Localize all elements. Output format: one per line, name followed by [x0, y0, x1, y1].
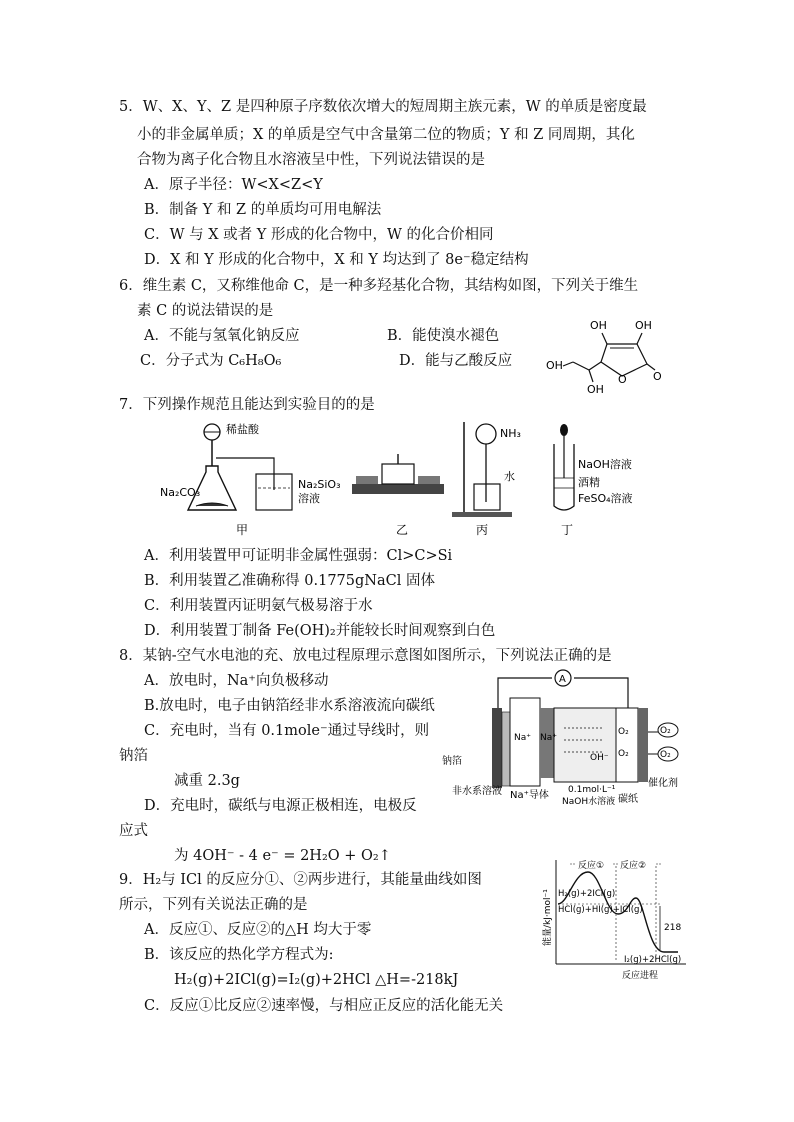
state-2-label: HCl(g)+HI(g)+ICl(g) — [558, 905, 643, 915]
q5-line2: 小的非金属单质；X 的单质是空气中含量第二位的物质；Y 和 Z 同周期，其化 — [137, 127, 635, 143]
q7-stem: 7．下列操作规范且能达到实验目的的是 — [119, 397, 375, 413]
q8-option-c-line3: 减重 2.3g — [174, 773, 240, 789]
o2-outer-1: O₂ — [660, 726, 671, 736]
q6-line2: 素 C 的说法错误的是 — [137, 303, 274, 319]
solution-label: 溶液 — [298, 492, 320, 505]
energy-xlabel: 反应进程 — [622, 971, 659, 981]
catalyst-label: 催化剂 — [648, 778, 678, 789]
naoh-label: NaOH溶液 — [578, 458, 632, 471]
vc-oh-4: OH — [546, 359, 563, 372]
q7-option-b: B．利用装置乙准确称得 0.1775gNaCl 固体 — [144, 573, 435, 589]
o2-inner-1: O₂ — [618, 727, 629, 737]
foil-label: 钠箔 — [442, 756, 462, 767]
q9-option-c: C．反应①比反应②速率慢，与相应正反应的活化能无关 — [144, 998, 504, 1014]
oh-minus-label: OH⁻ — [590, 753, 609, 763]
apparatus-yi — [352, 454, 444, 537]
vc-oh-3: OH — [587, 383, 604, 396]
nonaq-label: 非水系溶液 — [452, 786, 502, 797]
q7-apparatus-figure — [156, 418, 636, 540]
q8-option-a: A．放电时，Na⁺向负极移动 — [144, 673, 329, 689]
q8-stem: 8．某钠-空气水电池的充、放电过程原理示意图如图所示，下列说法正确的是 — [119, 648, 612, 664]
apparatus-jia — [160, 422, 341, 537]
q8-option-d-line1: D．充电时，碳纸与电源正极相连，电极反 — [144, 798, 417, 814]
q5-line1: 5．W、X、Y、Z 是四种原子序数依次增大的短周期主族元素，W 的单质是密度最 — [119, 99, 647, 115]
label-bing: 丙 — [476, 523, 489, 537]
q6-option-d: D．能与乙酸反应 — [399, 353, 513, 369]
na2co3-label: Na₂CO₃ — [160, 486, 201, 499]
carbon-paper-label: 碳纸 — [618, 794, 638, 805]
label-ding: 丁 — [561, 523, 574, 537]
q7-option-d: D．利用装置丁制备 Fe(OH)₂并能较长时间观察到白色 — [144, 623, 496, 639]
nh3-label: NH₃ — [500, 427, 521, 440]
vc-oh-1: OH — [590, 319, 607, 332]
q8-option-c-line1: C．充电时，当有 0.1mole⁻通过导线时，则 — [144, 723, 430, 739]
reaction-2-label: 反应② — [620, 861, 647, 871]
feso4-label: FeSO₄溶液 — [578, 492, 633, 505]
energy-diagram — [538, 852, 688, 982]
q9-line2: 所示，下列有关说法正确的是 — [119, 897, 308, 913]
alcohol-label: 酒精 — [578, 476, 600, 489]
na2sio3-label: Na₂SiO₃ — [298, 478, 341, 491]
q8-option-b: B.放电时，电子由钠箔经非水系溶液流向碳纸 — [144, 698, 435, 714]
q9-option-b-line1: B．该反应的热化学方程式为: — [144, 947, 334, 963]
o2-inner-2: O₂ — [618, 749, 629, 759]
q6-option-c: C．分子式为 C₆H₈O₆ — [140, 353, 282, 369]
label-jia: 甲 — [236, 523, 249, 537]
apparatus-bing — [452, 422, 521, 537]
q9-option-a: A．反应①、反应②的△H 均大于零 — [144, 922, 372, 938]
q6-line1: 6．维生素 C，又称维他命 C，是一种多羟基化合物，其结构如图，下列关于维生 — [119, 278, 639, 294]
vc-oh-2: OH — [635, 319, 652, 332]
q5-option-b: B．制备 Y 和 Z 的单质均可用电解法 — [144, 202, 382, 218]
apparatus-ding — [554, 424, 633, 537]
q5-option-d: D．X 和 Y 形成的化合物中，X 和 Y 均达到了 8e⁻稳定结构 — [144, 252, 529, 268]
vitamin-c-structure — [545, 312, 675, 397]
reaction-1-label: 反应① — [578, 861, 605, 871]
na-plus-left: Na⁺ — [514, 733, 531, 743]
label-yi: 乙 — [396, 523, 409, 537]
na-plus-right: Na⁺ — [540, 733, 557, 743]
q8-option-c-line2: 钠箔 — [119, 748, 148, 764]
naoh-aq-label: NaOH水溶液 — [562, 797, 616, 807]
conductor-label: Na⁺导体 — [510, 790, 549, 801]
q5-line3: 合物为离子化合物且水溶液呈中性，下列说法错误的是 — [137, 152, 485, 168]
battery-diagram — [440, 668, 690, 818]
water-label: 水 — [504, 470, 515, 483]
energy-ylabel: 能量/kJ·mol⁻¹ — [543, 889, 553, 946]
q8-option-d-line3: 为 4OH⁻ - 4 e⁻ = 2H₂O + O₂↑ — [174, 848, 391, 864]
vc-ring-o: O — [618, 373, 627, 386]
naoh-conc-label: 0.1mol·L⁻¹ — [568, 785, 616, 795]
acid-label: 稀盐酸 — [226, 423, 259, 436]
q5-option-a: A．原子半径：W<X<Z<Y — [144, 177, 323, 193]
q6-option-b: B．能使溴水褪色 — [387, 328, 500, 344]
q5-option-c: C．W 与 X 或者 Y 形成的化合物中，W 的化合价相同 — [144, 227, 494, 243]
state-1-label: H₂(g)+2ICl(g) — [558, 889, 616, 899]
q8-option-d-line2: 应式 — [119, 823, 148, 839]
q9-option-b-line2: H₂(g)+2ICl(g)=I₂(g)+2HCl △H=-218kJ — [174, 972, 459, 988]
q7-option-c: C．利用装置丙证明氨气极易溶于水 — [144, 598, 373, 614]
state-3-label: I₂(g)+2HCl(g) — [624, 955, 682, 965]
o2-outer-2: O₂ — [660, 750, 671, 760]
q9-line1: 9．H₂与 ICl 的反应分①、②两步进行，其能量曲线如图 — [119, 872, 482, 888]
q6-option-a: A．不能与氢氧化钠反应 — [144, 328, 300, 344]
q7-option-a: A．利用装置甲可证明非金属性强弱：Cl>C>Si — [144, 548, 453, 564]
vc-carbonyl-o: O — [653, 370, 662, 383]
ammeter-label: A — [559, 674, 566, 685]
delta-h-value: 218 — [664, 923, 682, 933]
